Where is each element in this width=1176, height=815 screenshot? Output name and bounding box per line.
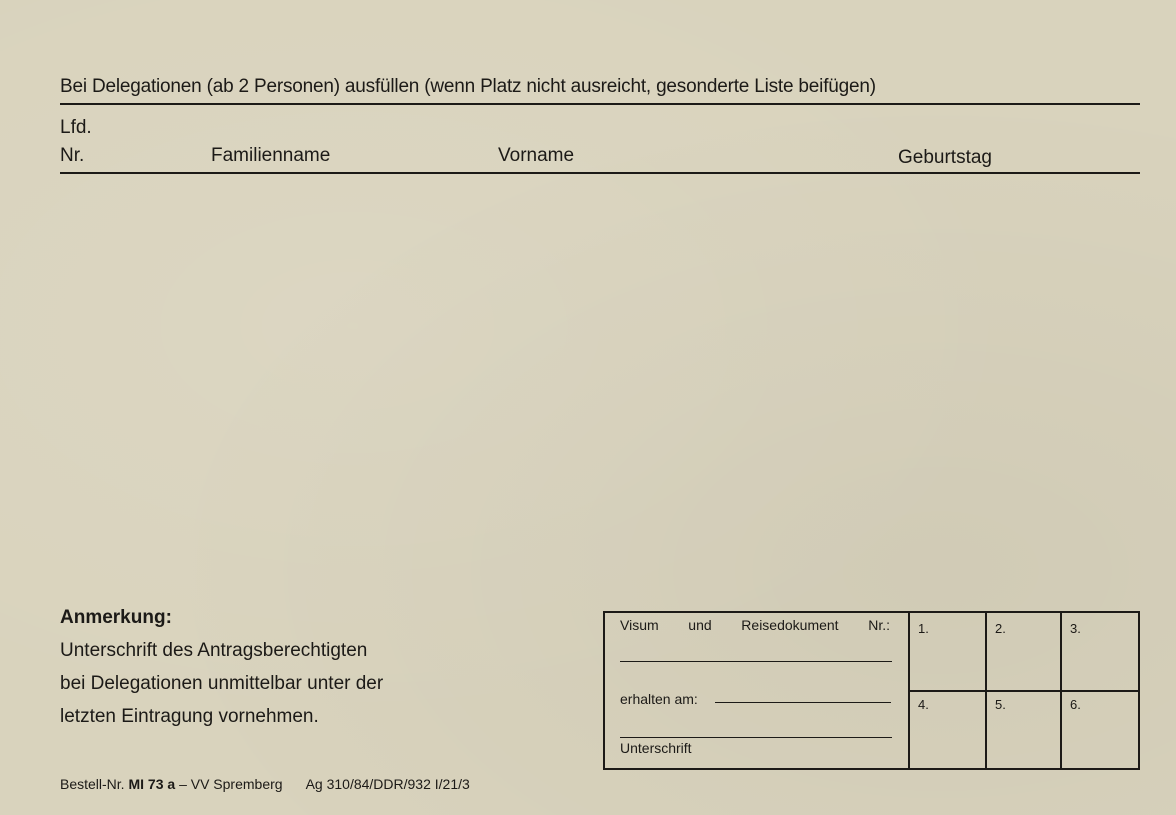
column-header-geburtstag: Geburtstag <box>898 147 992 168</box>
grid-cell-4: 4. <box>918 697 929 712</box>
footer-prefix: Bestell-Nr. <box>60 776 125 792</box>
erhalten-label: erhalten am: <box>620 691 698 707</box>
grid-cell-1: 1. <box>918 621 929 636</box>
note-title: Anmerkung: <box>60 607 172 628</box>
form-title: Bei Delegationen (ab 2 Personen) ausfüllen (wenn Platz nicht ausreicht, gesonderte Liste beifügen) <box>60 76 876 97</box>
grid-cell-2: 2. <box>995 621 1006 636</box>
grid-divider <box>908 690 1138 692</box>
grid-cell-5: 5. <box>995 697 1006 712</box>
visa-box <box>603 611 1140 770</box>
footer-reference: Ag 310/84/DDR/932 I/21/3 <box>305 776 470 792</box>
header-rule <box>60 172 1140 174</box>
signature-line <box>620 737 892 738</box>
grid-cell-6: 6. <box>1070 697 1081 712</box>
footer-order-number <box>60 776 470 792</box>
column-header-lfd: Lfd. <box>60 117 92 138</box>
column-header-familienname: Familienname <box>211 145 331 166</box>
visum-word: Reisedokument <box>741 617 839 633</box>
footer-suffix: – VV Spremberg <box>179 776 283 792</box>
column-header-nr: Nr. <box>60 145 85 166</box>
grid-cell-3: 3. <box>1070 621 1081 636</box>
note-line: bei Delegationen unmittelbar unter der <box>60 673 384 694</box>
visum-word: und <box>688 617 712 633</box>
visum-word: Visum <box>620 617 659 633</box>
visum-word: Nr.: <box>868 617 890 633</box>
unterschrift-label: Unterschrift <box>620 740 692 756</box>
column-header-vorname: Vorname <box>498 145 575 166</box>
visum-number-line <box>620 661 892 662</box>
footer-code: MI 73 a <box>128 776 176 792</box>
note-line: Unterschrift des Antragsberechtigten <box>60 640 368 661</box>
title-rule <box>60 103 1140 105</box>
visum-label <box>620 617 890 633</box>
note-line: letzten Eintragung vornehmen. <box>60 706 319 727</box>
erhalten-date-line <box>715 702 891 703</box>
